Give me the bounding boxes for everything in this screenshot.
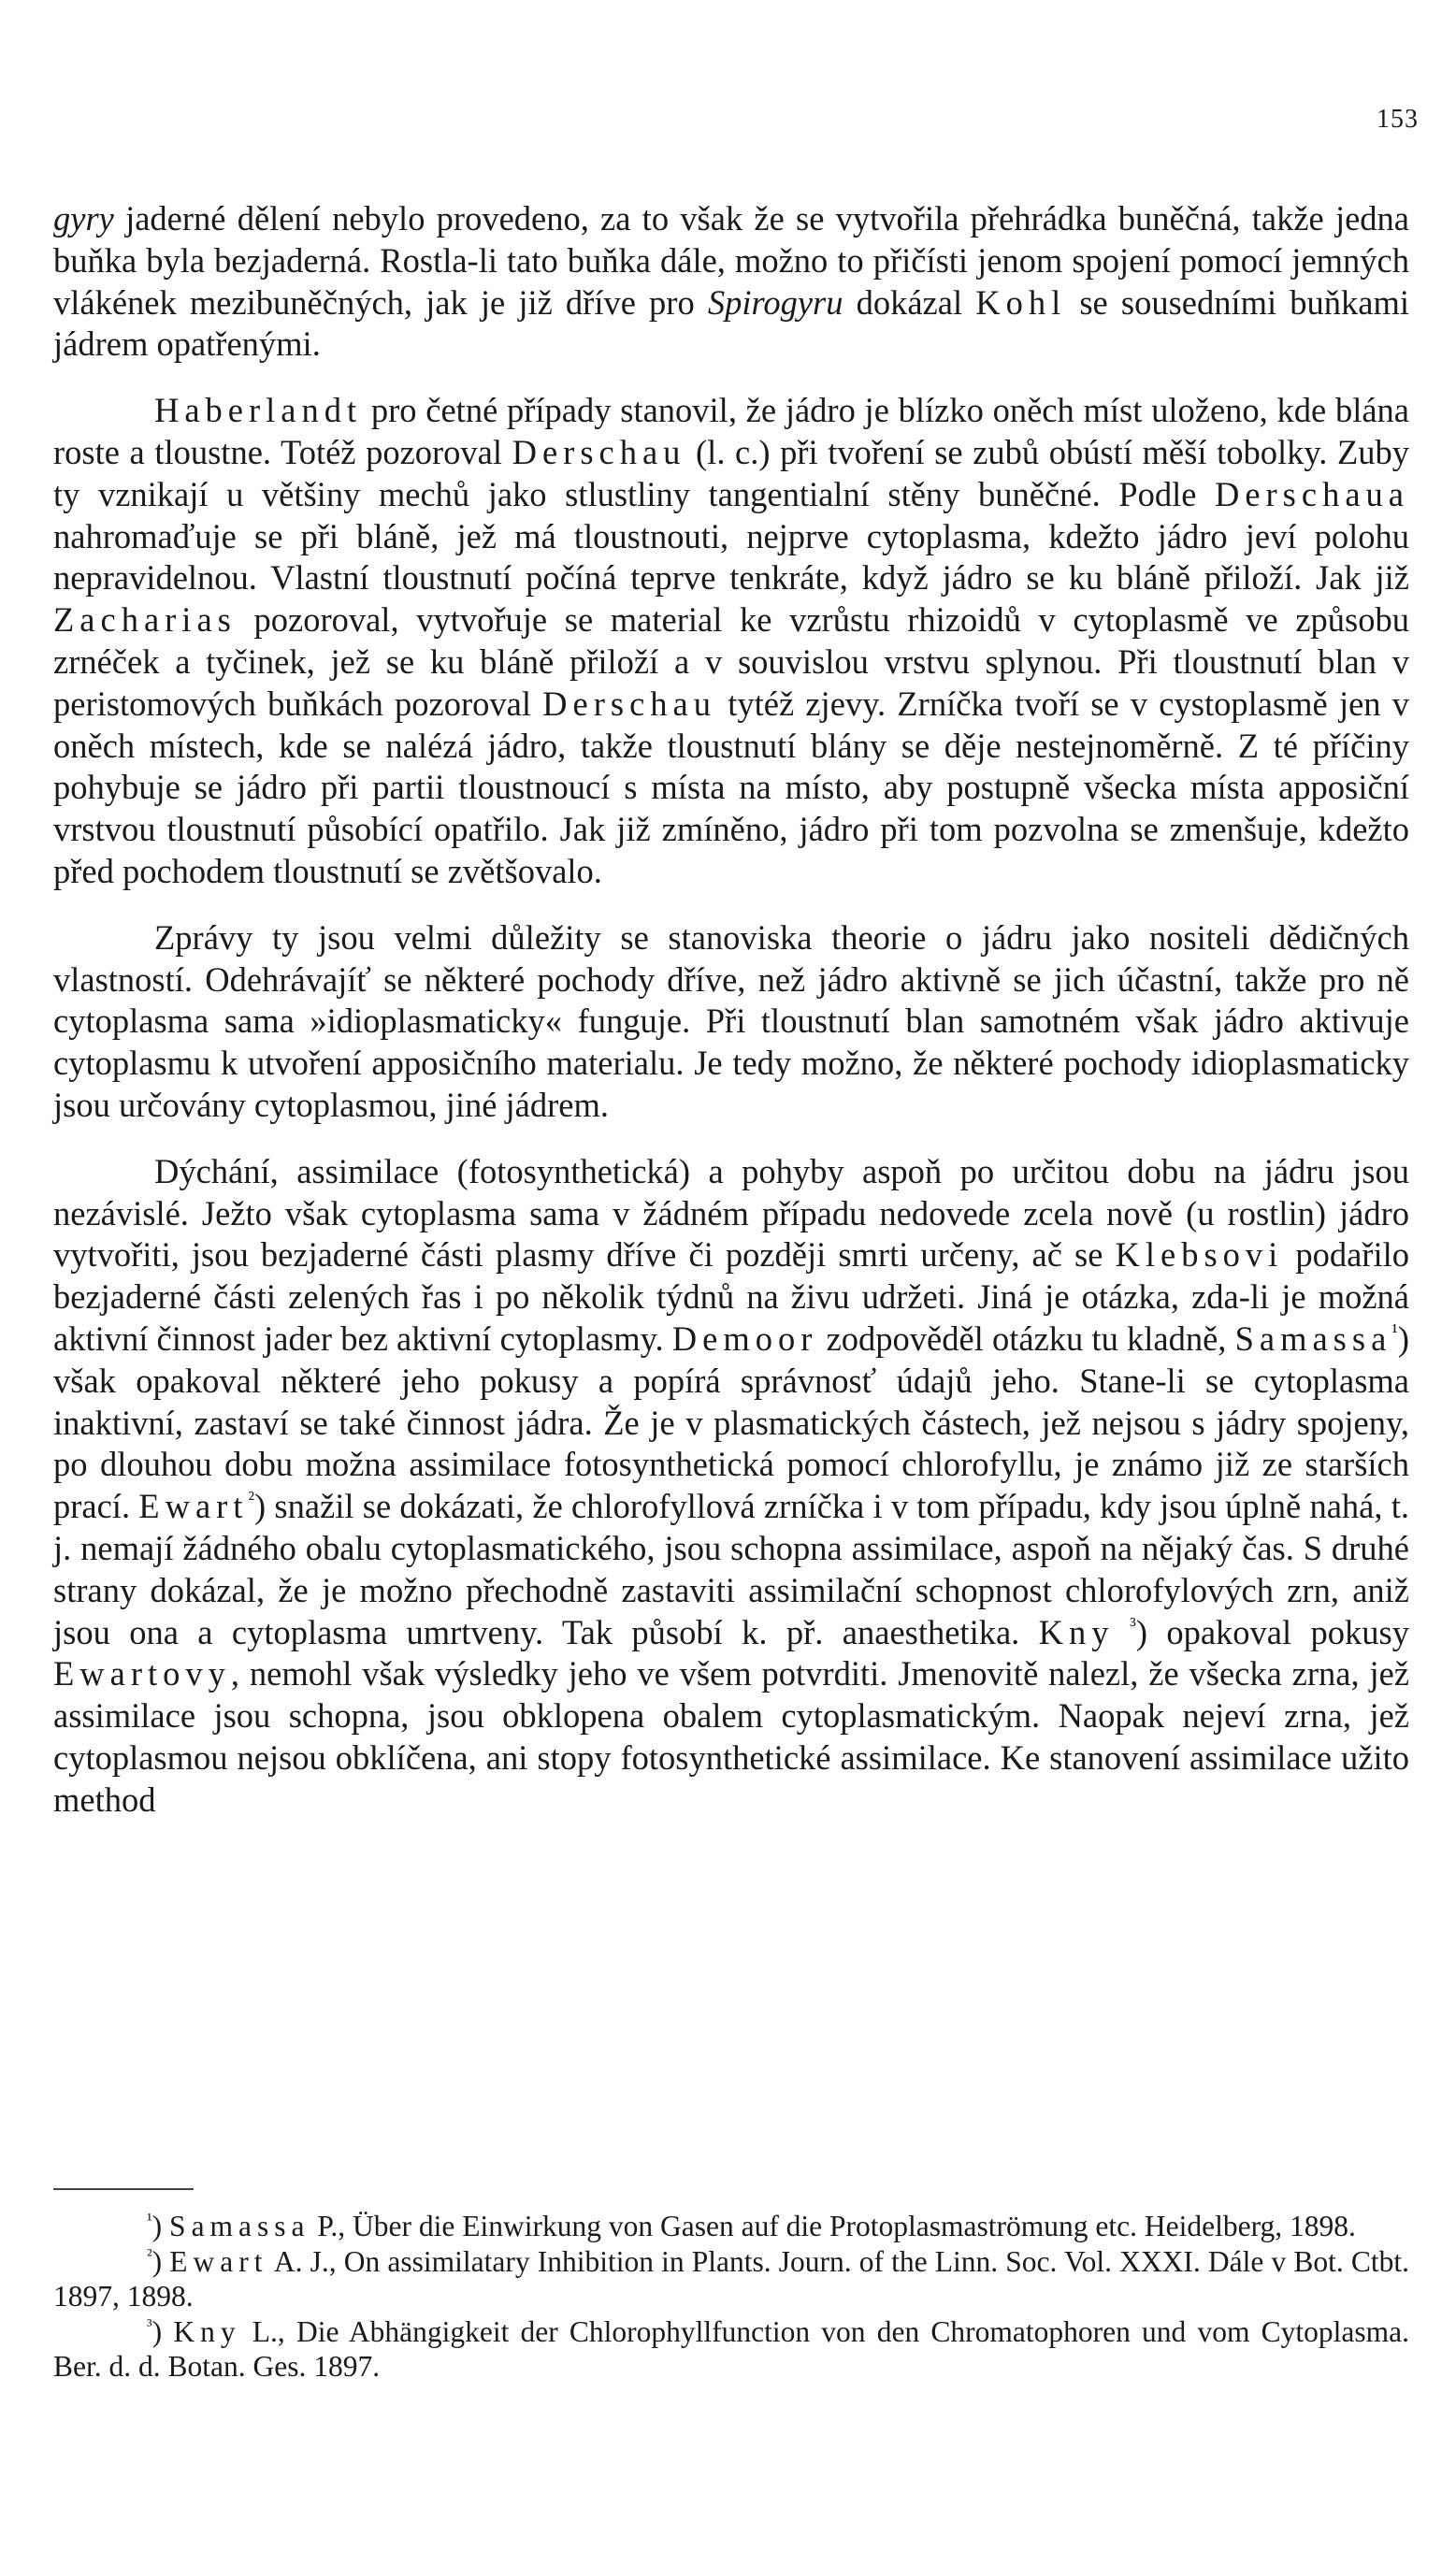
author-name: Klebsovi bbox=[1115, 1235, 1284, 1275]
footnote-mark: ² bbox=[147, 2245, 152, 2266]
text-run: P., Über die Einwirkung von Gasen auf die Protoplasmaströmung etc. Heidelberg, 1898. bbox=[310, 2210, 1356, 2242]
author-name: Derschau bbox=[542, 684, 716, 723]
text-run: jaderné dělení nebylo provedeno, za to však že se vytvořila přehrádka buněčná, takže jedna buňka byla bezjaderná. Rostla-li tato buňka dále, možno to přičísti jenom spojení pomocí jemných vlákének mezibuněčných, jak je již dříve pro bbox=[53, 199, 1409, 322]
author-name: Derschaua bbox=[1214, 474, 1409, 513]
footnotes bbox=[53, 2209, 1409, 2385]
footnote-ref: ¹ bbox=[1391, 1319, 1398, 1343]
paragraph bbox=[53, 917, 1409, 1127]
paragraph bbox=[53, 198, 1409, 366]
text-run: ) však opakoval některé jeho pokusy a popírá správnosť údajů jeho. Stane-li se cytoplasma inaktivní, zastaví se také činnost jádra. Že je v plasmatických částech, jež nejsou s jádry spojeny, po dlouhou dobu možna assimilace fotosynthetická pomocí chlorofyllu, je známo již ze starších prací. bbox=[53, 1319, 1410, 1526]
text-run: ) bbox=[151, 2244, 170, 2278]
text-run: zodpověděl otázku tu kladně, bbox=[817, 1319, 1235, 1358]
footnote bbox=[53, 2314, 1409, 2385]
footnote bbox=[53, 2209, 1409, 2244]
footnote-ref: ³ bbox=[1114, 1612, 1136, 1636]
author-name: Derschau bbox=[512, 432, 686, 471]
text-run: Dýchání, assimilace (fotosynthetická) a pohyby aspoň po určitou dobu na jádru jsou nezávislé. Ježto však cytoplasma sama v žádném případu nedovede zcela nově (u rostlin) jádro vytvořiti, jsou bezjaderné části plasmy dříve či později smrti určeny, ač se bbox=[53, 1151, 1409, 1275]
footnote-ref: ² bbox=[248, 1486, 255, 1510]
footnote bbox=[53, 2244, 1409, 2314]
text-run: pozoroval, vytvořuje se material ke vzrůstu rhizoidů v cytoplasmě ve způsobu zrnéček a tyčinek, jež se ku bláně přiloží a v souvislou vrstvu splynou. Při tloustnutí blan v peristomových buňkách pozoroval bbox=[53, 600, 1409, 723]
main-text bbox=[53, 198, 1409, 1845]
text-run: ) opakoval pokusy bbox=[1135, 1612, 1409, 1651]
author-name: Kny bbox=[1038, 1612, 1115, 1651]
text-run: pro četné případy stanovil, že jádro je blízko oněch míst uloženo, kde blána roste a tloustne. Totéž pozoroval bbox=[53, 391, 1409, 471]
author-name: Samassa bbox=[169, 2210, 310, 2242]
text-run: ) bbox=[151, 2210, 170, 2242]
text-run: Zprávy ty jsou velmi důležity se stanoviska theorie o jádru jako nositeli dědičných vlastností. Odehrávajíť se některé pochody dříve, než jádro aktivně se jich účastní, takže pro ně cytoplasma sama »idioplasmaticky« funguje. Při tloustnutí blan samotném však jádro aktivuje cytoplasmu k utvoření apposičního materialu. Je tedy možno, že některé pochody idioplasmaticky jsou určovány cytoplasmou, jiné jádrem. bbox=[53, 917, 1409, 1124]
author-name: Ewartovy bbox=[53, 1654, 231, 1693]
text-run: (l. c.) při tvoření se zubů obústí měší tobolky. Zuby ty vznikají u většiny mechů jako stlustliny tangentialní stěny buněčné. Podle bbox=[53, 432, 1409, 513]
author-name: Kohl bbox=[975, 282, 1067, 322]
author-name: Kny bbox=[173, 2314, 241, 2348]
text-run: ) bbox=[151, 2314, 174, 2348]
text-run: A. J., On assimilatary Inhibition in Plants. Journ. of the Linn. Soc. Vol. XXXI. Dále v Bot. Ctbt. 1897, 1898. bbox=[53, 2244, 1409, 2313]
text-run: ) snažil se dokázati, že chlorofyllová zrníčka i v tom případu, kdy jsou úplně nahá, t. j. nemají žádného obalu cytoplasmatického, jsou schopna assimilace, aspoň na nějaký čas. S druhé strany dokázal, že je možno přechodně zastaviti assimilační schopnost chlorofylových zrn, aniž jsou ona a cytoplasma umrtveny. Tak působí k. př. anaesthetika. bbox=[53, 1487, 1409, 1651]
text-run: se sousedními buňkami jádrem opatřenými. bbox=[53, 282, 1410, 364]
author-name: Samassa bbox=[1234, 1319, 1392, 1358]
author-name: Zacharias bbox=[53, 600, 237, 640]
text-run: nahromaďuje se při bláně, jež má tloustnouti, nejprve cytoplasma, kdežto jádro jeví polohu nepravidelnou. Vlastní tloustnutí počíná teprve tenkráte, když jádro se ku bláně přiloží. Jak již bbox=[53, 516, 1409, 598]
text-run: tytéž zjevy. Zrníčka tvoří se v cystoplasmě jen v oněch místech, kde se nalézá jádro, takže tloustnutí blány se děje nestejnoměrně. Z té příčiny pohybuje se jádro při partii tloustnoucí s místa na místo, aby postupně všecka místa apposiční vrstvou tloustnutí působící opatřilo. Jak již zmíněno, jádro při tom pozvolna se zmenšuje, kdežto před pochodem tloustnutí se zvětšovalo. bbox=[53, 684, 1409, 890]
footnote-divider bbox=[53, 2188, 194, 2190]
text-run: dokázal bbox=[843, 282, 976, 322]
footnote-mark: ³ bbox=[147, 2315, 152, 2336]
author-name: Demoor bbox=[671, 1319, 818, 1358]
italic-term: gyry bbox=[53, 199, 114, 238]
author-name: Ewart bbox=[169, 2244, 268, 2278]
page-number: 153 bbox=[1377, 105, 1419, 134]
paragraph bbox=[53, 1151, 1409, 1822]
text-run: L., Die Abhängigkeit der Chlorophyllfunction von den Chromatophoren und vom Cytoplasma. Ber. d. d. Botan. Ges. 1897. bbox=[53, 2314, 1409, 2384]
author-name: Haberlandt bbox=[154, 391, 363, 430]
text-run: , nemohl však výsledky jeho ve všem potvrditi. Jmenovitě nalezl, že všecka zrna, jež assimilace jsou schopna, jsou obklopena obalem cytoplasmatickým. Naopak nejeví zrna, jež cytoplasmou nejsou obklíčena, ani stopy fotosynthetické assimilace. Ke stanovení assimilace užito method bbox=[53, 1654, 1409, 1819]
text-run: podařilo bezjaderné části zelených řas i po několik týdnů na živu udržeti. Jiná je otázka, zda-li je možná aktivní činnost jader bez aktivní cytoplasmy. bbox=[53, 1235, 1409, 1358]
author-name: Ewart bbox=[138, 1487, 249, 1526]
paragraph bbox=[53, 390, 1409, 893]
footnote-mark: ¹ bbox=[147, 2210, 152, 2230]
italic-term: Spirogyru bbox=[707, 282, 843, 322]
